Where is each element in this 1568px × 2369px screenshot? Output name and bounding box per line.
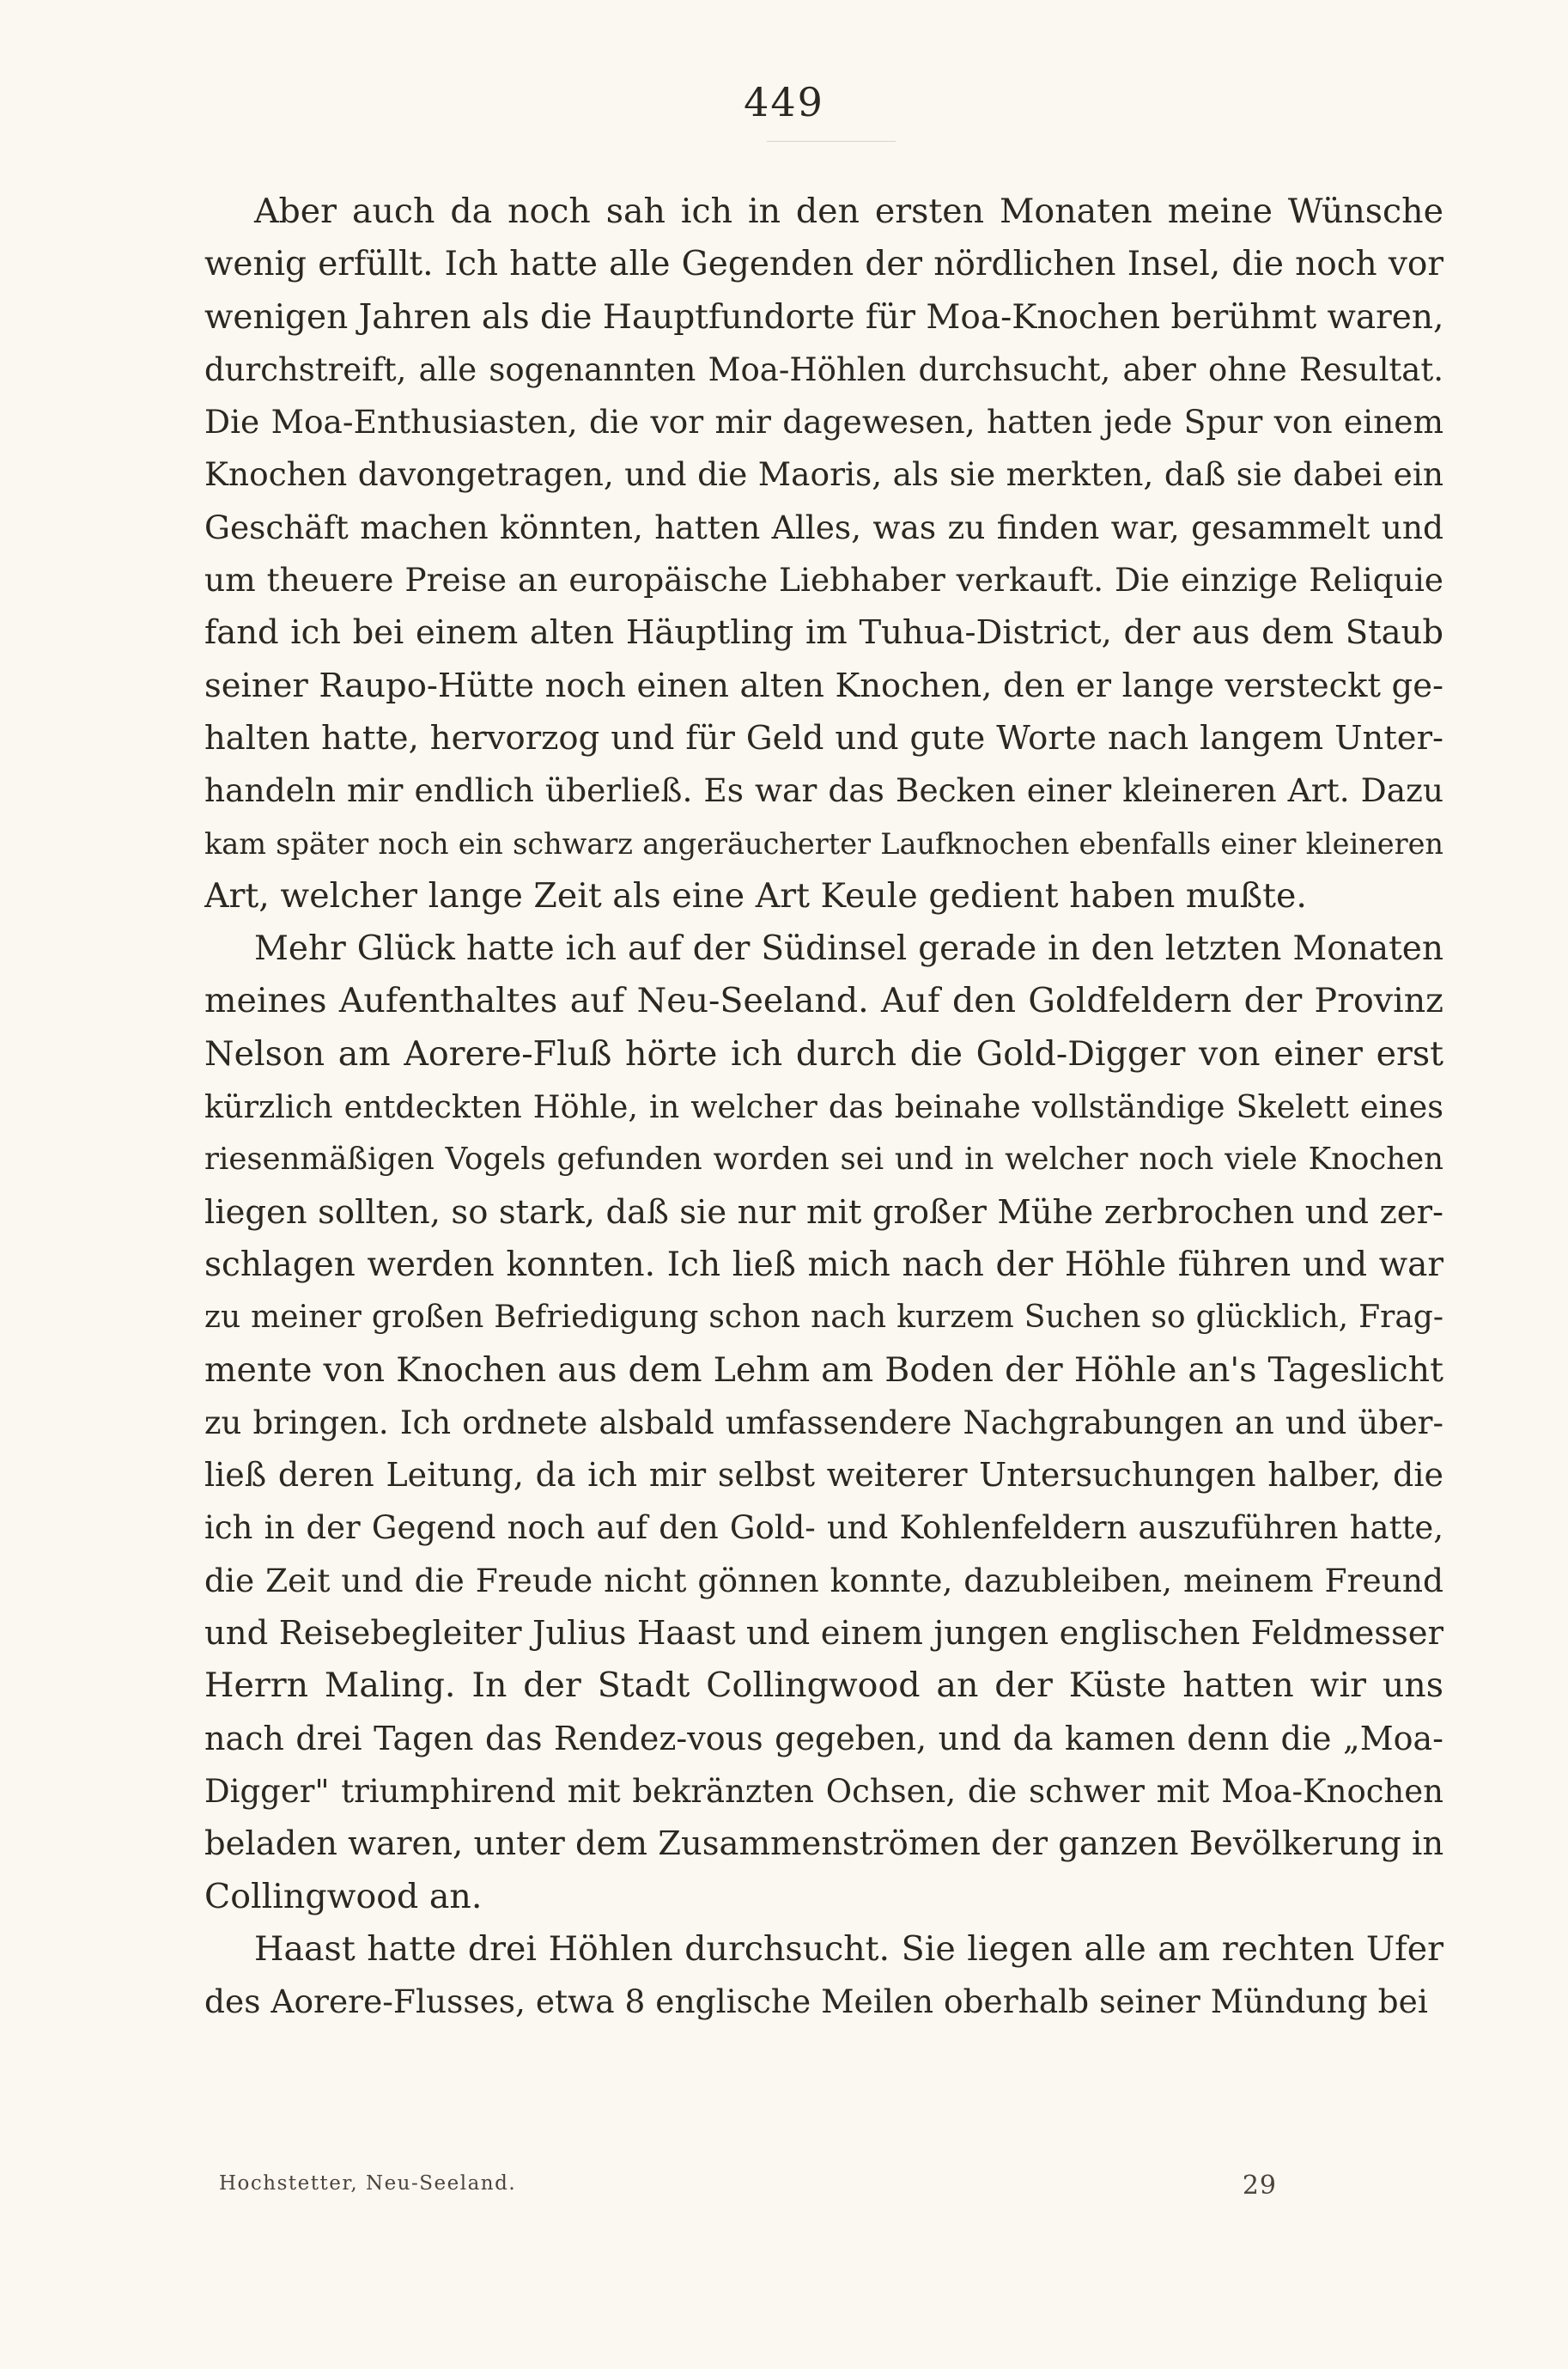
- page-footer: [219, 2171, 1277, 2201]
- text-line: Mehr Glück hatte ich auf der Südinsel gerade in den letzten Monaten: [254, 929, 1443, 969]
- text-line: Aber auch da noch sah ich in den ersten Monaten meine Wünsche: [254, 192, 1443, 231]
- text-line: und Reisebegleiter Julius Haast und einem jungen englischen Feldmesser: [204, 1614, 1443, 1653]
- text-line: kürzlich entdeckten Höhle, in welcher das beinahe vollständige Skelett eines: [204, 1088, 1443, 1126]
- text-line: kam später noch ein schwarz angeräucherter Laufknochen ebenfalls einer kleineren: [204, 826, 1443, 861]
- text-line: Nelson am Aorere-Fluß hörte ich durch die Gold-Digger von einer erst: [204, 1033, 1443, 1074]
- text-line: Haast hatte drei Höhlen durchsucht. Sie liegen alle am rechten Ufer: [254, 1928, 1443, 1969]
- text-line: liegen sollten, so stark, daß sie nur mit großer Mühe zerbrochen und zer-: [204, 1192, 1443, 1232]
- text-line: schlagen werden konnten. Ich ließ mich nach der Höhle führen und war: [204, 1245, 1443, 1284]
- paragraph: [204, 1923, 1443, 2029]
- text-line: meines Aufenthaltes auf Neu-Seeland. Auf den Goldfeldern der Provinz: [204, 981, 1443, 1021]
- text-line: ich in der Gegend noch auf den Gold- und Kohlenfeldern auszuführen hatte,: [204, 1509, 1443, 1547]
- text-line: Digger" triumphirend mit bekränzten Ochsen, die schwer mit Moa-Knochen: [204, 1772, 1443, 1810]
- text-line: Herrn Maling. In der Stadt Collingwood an der Küste hatten wir uns: [204, 1666, 1443, 1706]
- paragraph: [204, 923, 1443, 1923]
- text-line: Collingwood an.: [204, 1876, 483, 1916]
- text-line: mente von Knochen aus dem Lehm am Boden der Höhle an's Tageslicht: [204, 1349, 1443, 1390]
- text-line: durchstreift, alle sogenannten Moa-Höhlen durchsucht, aber ohne Resultat.: [204, 350, 1443, 388]
- text-line: Geschäft machen könnten, hatten Alles, was zu finden war, gesammelt und: [204, 508, 1443, 546]
- text-line: fand ich bei einem alten Häuptling im Tuhua-District, der aus dem Staub: [204, 613, 1443, 653]
- text-line: wenigen Jahren als die Hauptfundorte für Moa-Knochen berühmt waren,: [204, 297, 1443, 337]
- text-line: Knochen davongetragen, und die Maoris, als sie merkten, daß sie dabei ein: [204, 455, 1443, 494]
- header-rule: [767, 141, 896, 142]
- text-line: nach drei Tagen das Rendez-vous gegeben, und da kamen denn die „Moa-: [204, 1719, 1443, 1757]
- text-line: zu bringen. Ich ordnete alsbald umfassendere Nachgrabungen an und über-: [204, 1404, 1443, 1441]
- text-line: riesenmäßigen Vogels gefunden worden sei und in welcher noch viele Knochen: [204, 1142, 1443, 1178]
- footer-signature: Hochstetter, Neu-Seeland.: [219, 2172, 517, 2195]
- text-line: ließ deren Leitung, da ich mir selbst weiterer Untersuchungen halber, die: [204, 1456, 1443, 1495]
- paragraph: [204, 186, 1443, 923]
- text-line: zu meiner großen Befriedigung schon nach kurzem Suchen so glücklich, Frag-: [204, 1300, 1443, 1336]
- text-line: seiner Raupo-Hütte noch einen alten Knochen, den er lange versteckt ge-: [204, 666, 1443, 705]
- text-line: Die Moa-Enthusiasten, die vor mir dagewesen, hatten jede Spur von einem: [204, 403, 1443, 442]
- text-line: halten hatte, hervorzog und für Geld und gute Worte nach langem Unter-: [204, 718, 1443, 758]
- page-number: 449: [744, 79, 824, 125]
- text-line: um theuere Preise an europäische Liebhaber verkauft. Die einzige Reliquie: [204, 561, 1443, 600]
- sheet-number: 29: [1242, 2171, 1277, 2201]
- text-line: die Zeit und die Freude nicht gönnen konnte, dazubleiben, meinem Freund: [204, 1561, 1443, 1599]
- text-line: beladen waren, unter dem Zusammenströmen der ganzen Bevölkerung in: [204, 1824, 1443, 1864]
- text-line: Art, welcher lange Zeit als eine Art Keule gedient haben mußte.: [204, 875, 1307, 916]
- body-text: [204, 186, 1443, 2028]
- text-line: handeln mir endlich überließ. Es war das Becken einer kleineren Art. Dazu: [204, 771, 1443, 810]
- text-line: des Aorere-Flusses, etwa 8 englische Meilen oberhalb seiner Mündung bei: [204, 1982, 1428, 2021]
- text-line: wenig erfüllt. Ich hatte alle Gegenden der nördlichen Insel, die noch vor: [204, 245, 1443, 284]
